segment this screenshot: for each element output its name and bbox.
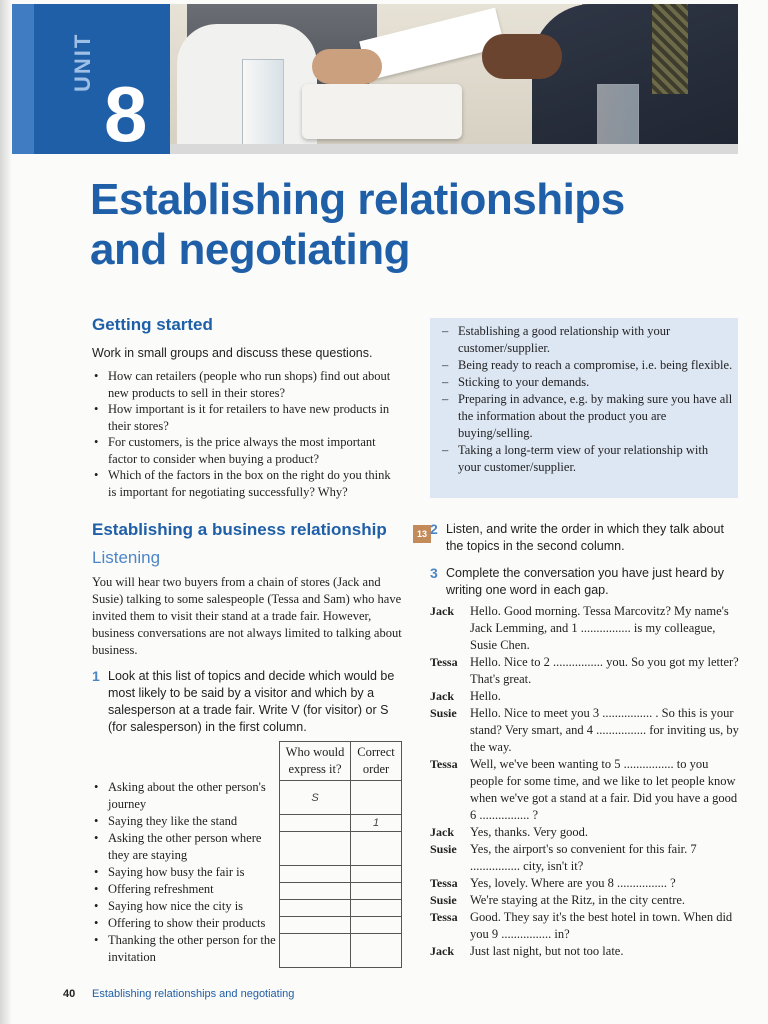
question-item: • How important is it for retailers to have new products in their stores? <box>92 401 402 434</box>
dialogue-text: Hello. Nice to 2 ................ you. So you got my letter? That's great. <box>470 655 739 686</box>
speaker-name: Tessa <box>430 757 458 771</box>
dialogue-line <box>430 841 742 875</box>
dialogue-text: Good. They say it's the best hotel in town. When did you 9 ................ in? <box>470 910 733 941</box>
answer-cell-order[interactable] <box>351 866 402 883</box>
topic-item: • Asking the other person where they are staying <box>92 830 282 864</box>
dialogue-line <box>430 892 742 909</box>
factor-item: – Establishing a good relationship with your customer/supplier. <box>438 323 734 357</box>
answer-cell-order[interactable] <box>351 900 402 917</box>
title-line-1: Establishing relationships <box>90 175 625 224</box>
dialogue-text: Well, we've been wanting to 5 ................ to you people for some time, and we like to let people know when we've got a stand at a fair. Did you have a good 6 ................ ? <box>470 757 738 822</box>
topic-item: • Thanking the other person for the invitation <box>92 932 282 966</box>
topic-item: • Saying they like the stand <box>92 813 282 830</box>
topic-item: • Saying how nice the city is <box>92 898 282 915</box>
speaker-name: Susie <box>430 893 457 907</box>
unit-number: 8 <box>104 70 148 158</box>
dialogue-line <box>430 943 742 960</box>
topics-list <box>92 779 282 966</box>
factor-item: – Being ready to reach a compromise, i.e. being flexible. <box>438 357 734 374</box>
page-number: 40 <box>63 988 76 1000</box>
answer-cell-who[interactable]: S <box>280 781 351 815</box>
audio-track-badge[interactable]: 13 <box>413 525 431 543</box>
speaker-name: Susie <box>430 842 457 856</box>
dialogue-text: Yes, thanks. Very good. <box>470 825 588 839</box>
dialogue-line <box>430 756 742 824</box>
getting-started-instruction: Work in small groups and discuss these questions. <box>92 346 373 360</box>
dialogue-line <box>430 654 742 688</box>
answer-cell-who[interactable] <box>280 866 351 883</box>
answer-cell-order[interactable]: 1 <box>351 815 402 832</box>
unit-tab <box>12 4 170 158</box>
exercise-2-text: Listen, and write the order in which they talk about the topics in the second column. <box>446 522 724 553</box>
factors-list <box>438 323 734 476</box>
speaker-name: Jack <box>430 944 454 958</box>
answer-cell-who[interactable] <box>280 900 351 917</box>
answer-cell-order[interactable] <box>351 832 402 866</box>
exercise-2-number: 2 <box>430 521 438 537</box>
column-header-order: Correct order <box>351 742 402 781</box>
dialogue-line <box>430 824 742 841</box>
dialogue-text: We're staying at the Ritz, in the city centre. <box>470 893 686 907</box>
dialogue-line <box>430 688 742 705</box>
getting-started-heading: Getting started <box>92 315 213 334</box>
speaker-name: Jack <box>430 604 454 618</box>
answer-cell-who[interactable] <box>280 832 351 866</box>
topic-item: • Offering refreshment <box>92 881 282 898</box>
discussion-questions <box>92 368 402 500</box>
exercise-2 <box>430 521 740 555</box>
title-line-2: and negotiating <box>90 225 411 274</box>
speaker-name: Tessa <box>430 910 458 924</box>
dialogue-text: Hello. Good morning. Tessa Marcovitz? My name's Jack Lemming, and 1 ................ is my colleague, Susie Chen. <box>470 604 729 652</box>
column-header-who: Who would express it? <box>280 742 351 781</box>
speaker-name: Jack <box>430 689 454 703</box>
speaker-name: Susie <box>430 706 457 720</box>
dialogue-line <box>430 909 742 943</box>
topic-item: • Saying how busy the fair is <box>92 864 282 881</box>
dialogue-line <box>430 705 742 756</box>
answer-cell-who[interactable] <box>280 917 351 934</box>
conversation <box>430 603 742 960</box>
question-item: • Which of the factors in the box on the right do you think is important for negotiating successfully? Why? <box>92 467 402 500</box>
dialogue-text: Just last night, but not too late. <box>470 944 624 958</box>
dialogue-text: Yes, lovely. Where are you 8 ................ ? <box>470 876 676 890</box>
listening-subheading: Listening <box>92 548 161 567</box>
business-relationship-heading: Establishing a business relationship <box>92 520 387 539</box>
speaker-name: Jack <box>430 825 454 839</box>
factor-item: – Preparing in advance, e.g. by making sure you have all the information about the product you are buying/selling. <box>438 391 734 442</box>
dialogue-text: Yes, the airport's so convenient for this fair. 7 ................ city, isn't it? <box>470 842 697 873</box>
listening-paragraph: You will hear two buyers from a chain of stores (Jack and Susie) talking to some salespeople (Tessa and Sam) who have invited them to visit their stand at a trade fair. However, business conversations are not always limited to talking about business. <box>92 575 402 657</box>
topics-table <box>279 741 402 968</box>
dialogue-text: Hello. Nice to meet you 3 ................ . So this is your stand? Very smart, and 4 ................ for inviting us, by the way. <box>470 706 739 754</box>
answer-cell-order[interactable] <box>351 934 402 968</box>
dialogue-line <box>430 603 742 654</box>
page-edge-shadow <box>0 0 12 1024</box>
page-title <box>90 175 710 275</box>
answer-cell-order[interactable] <box>351 917 402 934</box>
exercise-3 <box>430 565 740 599</box>
topic-item: • Offering to show their products <box>92 915 282 932</box>
footer-title: Establishing relationships and negotiating <box>92 988 295 1000</box>
question-item: • How can retailers (people who run shops) find out about new products to sell in their stores? <box>92 368 402 401</box>
factor-item: – Sticking to your demands. <box>438 374 734 391</box>
exercise-1 <box>92 668 404 736</box>
dialogue-text: Hello. <box>470 689 501 703</box>
answer-cell-who[interactable] <box>280 815 351 832</box>
answer-cell-order[interactable] <box>351 781 402 815</box>
exercise-1-number: 1 <box>92 668 100 684</box>
exercise-1-text: Look at this list of topics and decide which would be most likely to be said by a visitor and which by a salesperson at a trade fair. Write V (for visitor) or S (for salesperson) in the first column. <box>108 669 395 734</box>
exercise-3-text: Complete the conversation you have just heard by writing one word in each gap. <box>446 566 724 597</box>
question-item: • For customers, is the price always the most important factor to consider when buying a product? <box>92 434 402 467</box>
exercise-3-number: 3 <box>430 565 438 581</box>
answer-cell-who[interactable] <box>280 883 351 900</box>
speaker-name: Tessa <box>430 655 458 669</box>
dialogue-line <box>430 875 742 892</box>
answer-cell-who[interactable] <box>280 934 351 968</box>
topic-item: • Asking about the other person's journey <box>92 779 282 813</box>
unit-label: UNIT <box>70 32 95 92</box>
speaker-name: Tessa <box>430 876 458 890</box>
factor-item: – Taking a long-term view of your relationship with your customer/supplier. <box>438 442 734 476</box>
answer-cell-order[interactable] <box>351 883 402 900</box>
